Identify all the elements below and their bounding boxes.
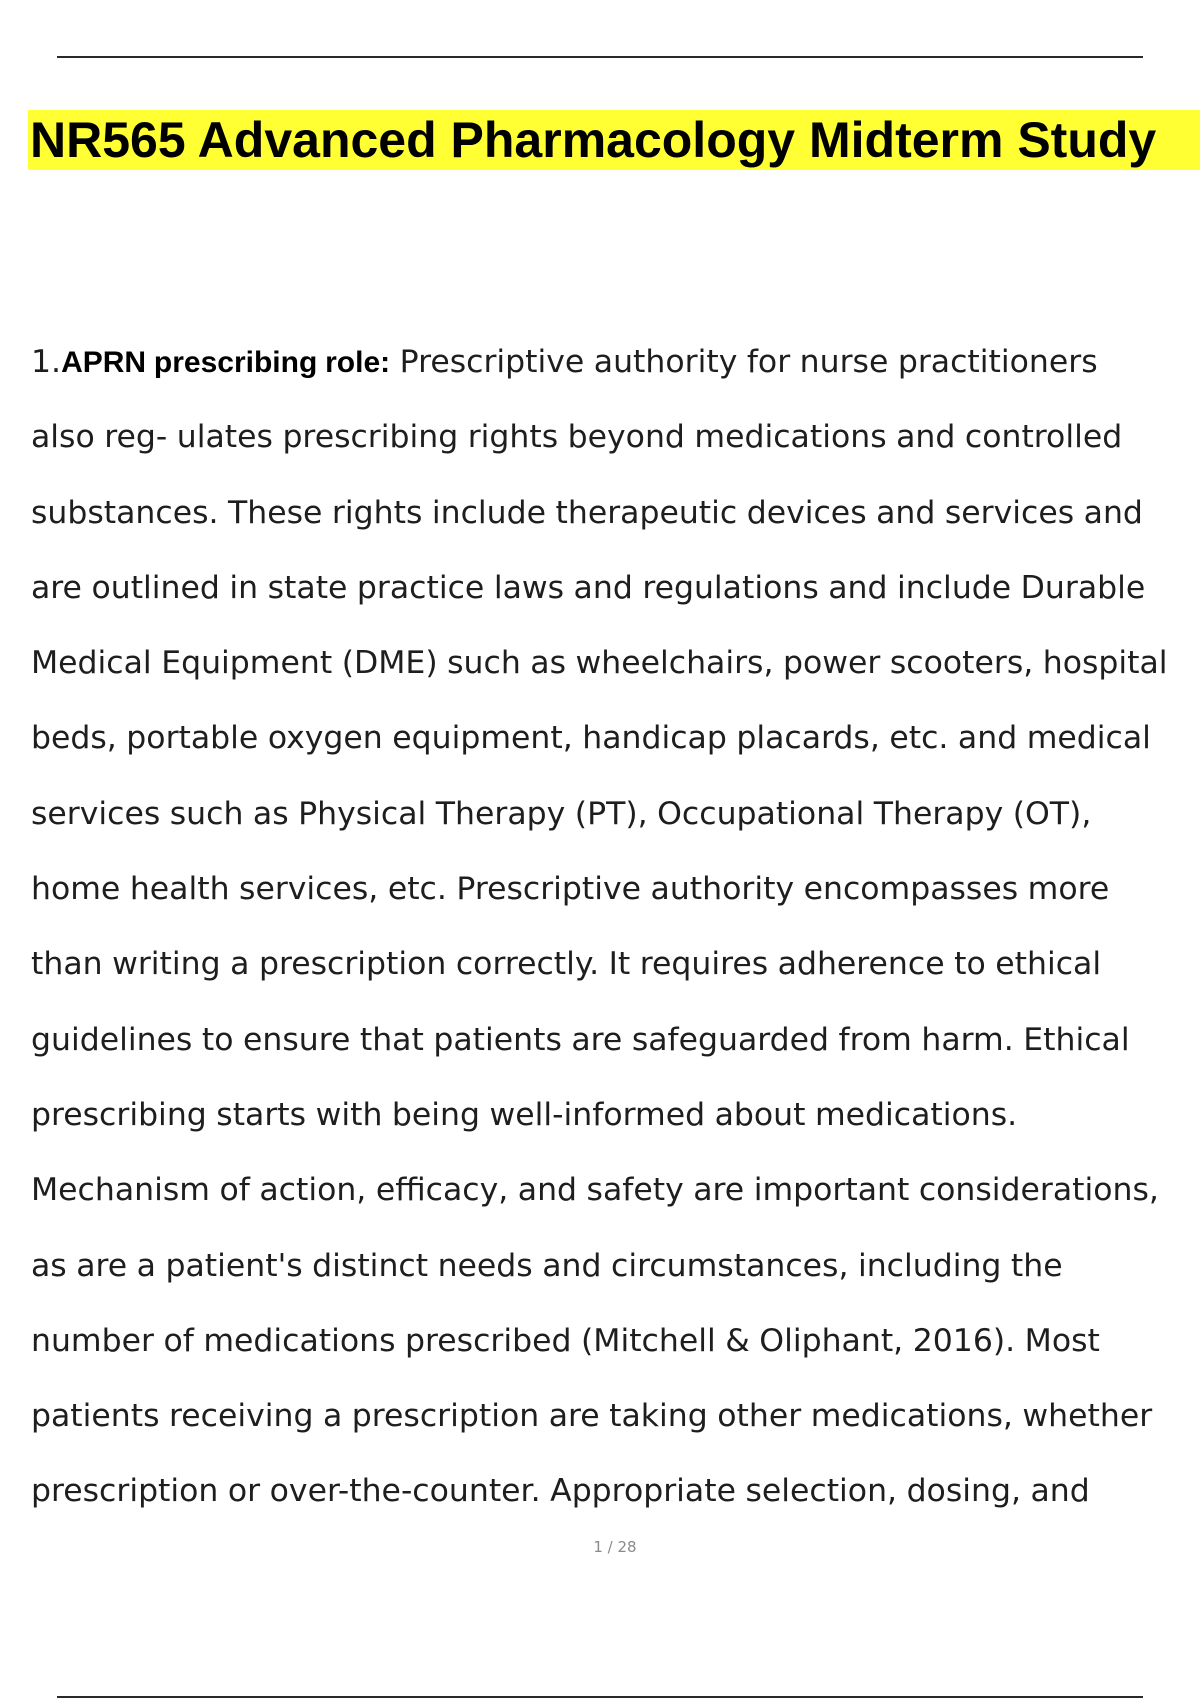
text-line-8: home health services, etc. Prescriptive authority encompasses more bbox=[31, 871, 1110, 908]
text-line-3: substances. These rights include therapeutic devices and services and bbox=[31, 494, 1143, 531]
text-line-16: prescription or over-the-counter. Appropriate selection, dosing, and bbox=[31, 1473, 1090, 1510]
text-line-4: are outlined in state practice laws and regulations and include Durable bbox=[31, 569, 1146, 606]
text-line-6: beds, portable oxygen equipment, handicap placards, etc. and medical bbox=[31, 720, 1151, 757]
question-label: APRN prescribing role: bbox=[61, 346, 391, 379]
text-line-2: also reg- ulates prescribing rights beyond medications and controlled bbox=[31, 419, 1123, 456]
text-line-1 bbox=[31, 325, 1200, 400]
title-highlight bbox=[28, 110, 1200, 170]
text-line-9: than writing a prescription correctly. It requires adherence to ethical bbox=[31, 946, 1102, 983]
question-number: 1. bbox=[31, 344, 62, 380]
question-body bbox=[31, 325, 1200, 1530]
text-line-5: Medical Equipment (DME) such as wheelchairs, power scooters, hospital bbox=[31, 645, 1168, 682]
text-line-13: as are a patient's distinct needs and circumstances, including the bbox=[31, 1247, 1063, 1284]
text-line-14: number of medications prescribed (Mitchell & Oliphant, 2016). Most bbox=[31, 1322, 1100, 1359]
document-title: NR565 Advanced Pharmacology Midterm Study bbox=[30, 112, 1157, 168]
text-line-12: Mechanism of action, efficacy, and safety are important considerations, bbox=[31, 1172, 1159, 1209]
text-line-10: guidelines to ensure that patients are safeguarded from harm. Ethical bbox=[31, 1021, 1130, 1058]
page-number: 1 / 28 bbox=[593, 1538, 637, 1556]
header-rule bbox=[57, 56, 1143, 58]
text-line-1-content: Prescriptive authority for nurse practitioners bbox=[390, 344, 1098, 380]
text-line-11: prescribing starts with being well-informed about medications. bbox=[31, 1096, 1018, 1133]
text-line-15: patients receiving a prescription are taking other medications, whether bbox=[31, 1398, 1153, 1435]
footer-rule bbox=[57, 1696, 1143, 1698]
text-line-7: services such as Physical Therapy (PT), Occupational Therapy (OT), bbox=[31, 795, 1092, 832]
